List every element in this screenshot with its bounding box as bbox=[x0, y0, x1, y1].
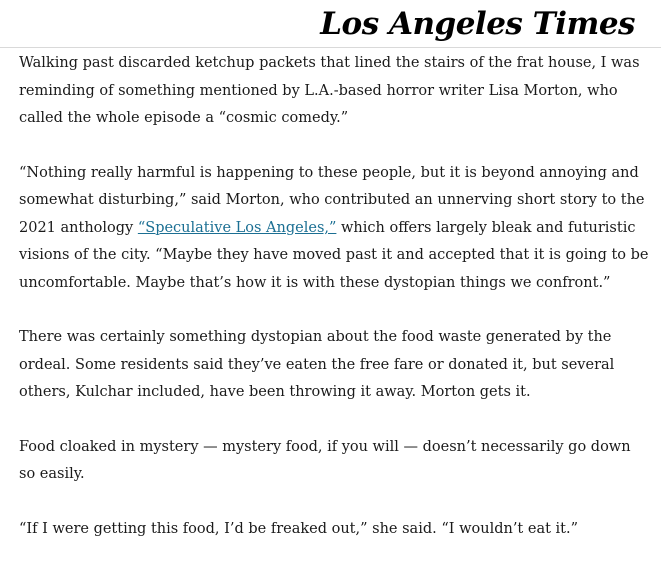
article-paragraph-5: “If I were getting this food, I’d be freaked out,” she said. “I wouldn’t eat it.” bbox=[19, 520, 579, 537]
article-paragraph-3: There was certainly something dystopian about the food waste generated by the ordeal. Some residents said they’ve eaten the free fare or donated it, but several others, Kulchar included, have been throwing it away. Morton gets it. bbox=[19, 329, 615, 400]
article-paragraph-2-text-before: “Nothing really harmful is happening to these people, but it is beyond annoying and somewhat disturbing,” said Morton, who contributed an unnerving short story to the 2021 anthology bbox=[19, 164, 645, 236]
masthead-divider bbox=[0, 47, 661, 48]
article-paragraph-1: Walking past discarded ketchup packets that lined the stairs of the frat house, I was reminding of something mentioned by L.A.-based horror writer Lisa Morton, who called the whole episode a “cosmic comedy.” bbox=[19, 55, 640, 126]
article-paragraph-4: Food cloaked in mystery — mystery food, if you will — doesn’t necessarily go down so easily. bbox=[19, 438, 631, 482]
masthead-logo[interactable]: Los Angeles Times bbox=[320, 6, 635, 42]
article-body bbox=[19, 50, 649, 570]
article-paragraph-2-text-after: which offers largely bleak and futuristic visions of the city. “Maybe they have moved past it and accepted that it is going to be uncomfortable. Maybe that’s how it is with these dystopian things we confront.” bbox=[19, 219, 649, 291]
speculative-los-angeles-link[interactable]: “Speculative Los Angeles,” bbox=[137, 219, 337, 236]
masthead bbox=[0, 0, 661, 48]
article-paragraph-2 bbox=[19, 160, 649, 298]
